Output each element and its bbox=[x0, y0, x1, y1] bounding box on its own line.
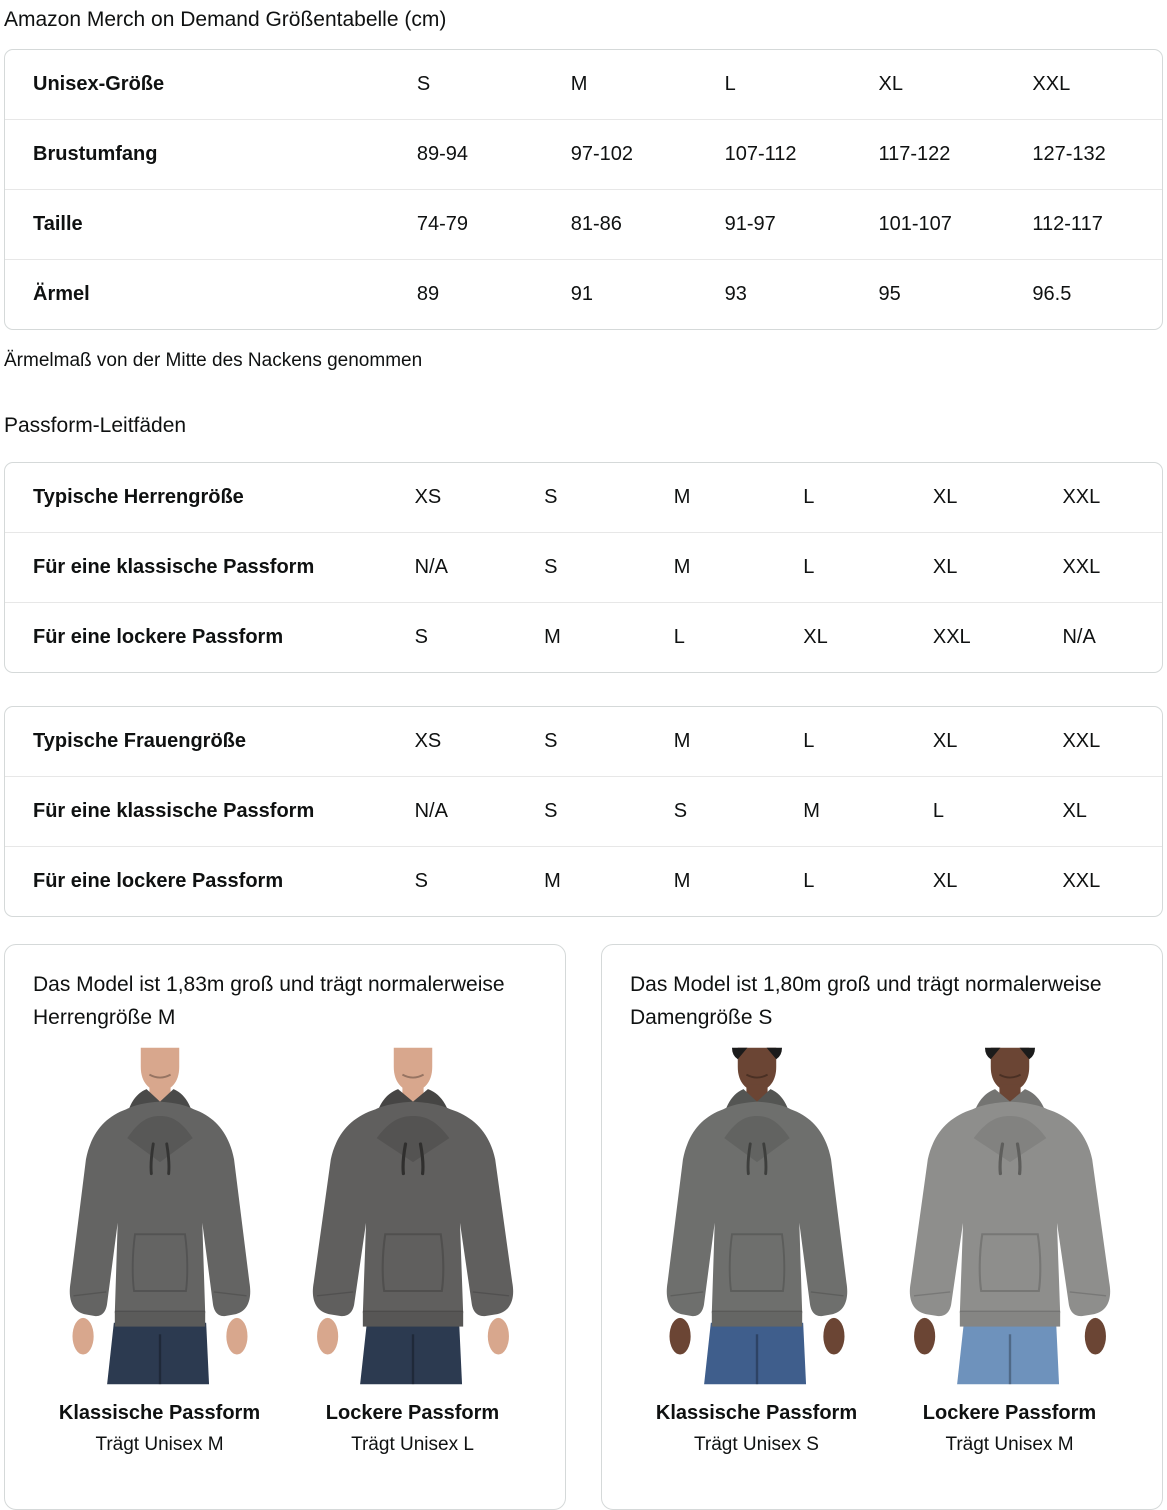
table-cell: N/A bbox=[1062, 602, 1162, 672]
table-cell: 81-86 bbox=[571, 189, 725, 259]
table-cell: XL bbox=[932, 486, 958, 509]
table-cell: XXL bbox=[1062, 846, 1162, 916]
table-cell: S bbox=[674, 776, 804, 846]
figure-size-label: Trägt Unisex S bbox=[694, 1434, 819, 1456]
figure-loose-fit bbox=[286, 1040, 539, 1456]
mens-fit-table bbox=[4, 462, 1163, 673]
womens-fit-table bbox=[4, 706, 1163, 917]
row-label: Typische Herrengröße bbox=[33, 486, 244, 509]
table-cell: S bbox=[415, 846, 545, 916]
table-row bbox=[5, 189, 1162, 259]
column-header: L bbox=[724, 73, 736, 96]
table-cell: 117-122 bbox=[879, 119, 1033, 189]
row-label: Für eine klassische Passform bbox=[5, 776, 415, 846]
table-cell: 101-107 bbox=[879, 189, 1033, 259]
table-header-row bbox=[5, 50, 1162, 119]
table-cell: 112-117 bbox=[1032, 189, 1162, 259]
unisex-size-table bbox=[4, 49, 1163, 330]
row-label: Unisex-Größe bbox=[33, 73, 165, 96]
table-cell: 97-102 bbox=[571, 119, 725, 189]
table-cell: XL bbox=[932, 730, 958, 753]
row-label: Für eine klassische Passform bbox=[5, 532, 415, 602]
table-cell: XL bbox=[933, 532, 1063, 602]
table-cell: 91-97 bbox=[725, 189, 879, 259]
row-label: Taille bbox=[5, 189, 417, 259]
table-cell: M bbox=[674, 532, 804, 602]
table-cell: L bbox=[933, 776, 1063, 846]
sleeve-measure-note: Ärmelmaß von der Mitte des Nackens genommen bbox=[4, 350, 423, 372]
table-row bbox=[5, 259, 1162, 329]
column-header: XL bbox=[878, 73, 903, 96]
row-label: Für eine lockere Passform bbox=[5, 846, 415, 916]
table-cell: M bbox=[544, 602, 674, 672]
model-caption: Das Model ist 1,83m groß und trägt normalerweise Herrengröße M bbox=[33, 973, 505, 1029]
table-cell: 91 bbox=[571, 259, 725, 329]
table-cell: 74-79 bbox=[417, 189, 571, 259]
column-header: XXL bbox=[1032, 73, 1071, 96]
table-cell: S bbox=[544, 730, 558, 753]
table-cell: 95 bbox=[879, 259, 1033, 329]
model-photo-loose bbox=[885, 1040, 1135, 1392]
row-label: Ärmel bbox=[5, 259, 417, 329]
row-label: Für eine lockere Passform bbox=[5, 602, 415, 672]
table-cell: XS bbox=[414, 730, 442, 753]
table-cell: 96.5 bbox=[1032, 259, 1162, 329]
table-cell: L bbox=[674, 602, 804, 672]
table-cell: L bbox=[803, 846, 933, 916]
table-cell: M bbox=[673, 486, 691, 509]
table-cell: XXL bbox=[933, 602, 1063, 672]
table-row bbox=[5, 776, 1162, 846]
table-cell: XXL bbox=[1062, 486, 1101, 509]
figure-fit-label: Lockere Passform bbox=[325, 1402, 500, 1425]
table-cell: M bbox=[544, 846, 674, 916]
table-cell: 127-132 bbox=[1032, 119, 1162, 189]
table-cell: XL bbox=[1062, 776, 1162, 846]
table-cell: XL bbox=[933, 846, 1063, 916]
model-photo-loose bbox=[288, 1040, 538, 1392]
table-cell: M bbox=[673, 730, 691, 753]
table-cell: XS bbox=[414, 486, 442, 509]
table-cell: XXL bbox=[1062, 532, 1162, 602]
table-row bbox=[5, 707, 1162, 776]
table-row bbox=[5, 602, 1162, 672]
figure-size-label: Trägt Unisex M bbox=[95, 1434, 224, 1456]
table-cell: L bbox=[803, 486, 815, 509]
table-cell: 107-112 bbox=[725, 119, 879, 189]
table-cell: S bbox=[544, 486, 558, 509]
figure-fit-label: Klassische Passform bbox=[58, 1402, 261, 1425]
figure-classic-fit bbox=[630, 1040, 883, 1456]
table-cell: N/A bbox=[415, 532, 545, 602]
row-label: Brustumfang bbox=[5, 119, 417, 189]
figure-classic-fit bbox=[33, 1040, 286, 1456]
table-cell: L bbox=[803, 532, 933, 602]
figure-fit-label: Klassische Passform bbox=[655, 1402, 858, 1425]
table-cell: L bbox=[803, 730, 815, 753]
figure-size-label: Trägt Unisex L bbox=[351, 1434, 474, 1456]
model-caption: Das Model ist 1,80m groß und trägt normalerweise Damengröße S bbox=[630, 973, 1102, 1029]
figure-fit-label: Lockere Passform bbox=[922, 1402, 1097, 1425]
page-title: Amazon Merch on Demand Größentabelle (cm) bbox=[4, 8, 447, 31]
table-cell: M bbox=[674, 846, 804, 916]
table-row bbox=[5, 846, 1162, 916]
table-row bbox=[5, 463, 1162, 532]
table-cell: M bbox=[803, 776, 933, 846]
table-cell: XXL bbox=[1062, 730, 1101, 753]
row-label: Typische Frauengröße bbox=[33, 730, 247, 753]
table-cell: 89 bbox=[417, 259, 571, 329]
table-cell: S bbox=[544, 776, 674, 846]
model-photo-classic bbox=[35, 1040, 285, 1392]
column-header: M bbox=[570, 73, 588, 96]
figure-size-label: Trägt Unisex M bbox=[945, 1434, 1074, 1456]
womens-model-card bbox=[601, 944, 1163, 1510]
table-cell: S bbox=[415, 602, 545, 672]
column-header: S bbox=[416, 73, 431, 96]
figure-loose-fit bbox=[883, 1040, 1136, 1456]
fit-guides-heading: Passform-Leitfäden bbox=[4, 414, 187, 438]
table-cell: N/A bbox=[415, 776, 545, 846]
table-cell: 89-94 bbox=[417, 119, 571, 189]
mens-model-card bbox=[4, 944, 566, 1510]
model-photo-classic bbox=[632, 1040, 882, 1392]
table-cell: 93 bbox=[725, 259, 879, 329]
table-row bbox=[5, 119, 1162, 189]
table-cell: S bbox=[544, 532, 674, 602]
table-row bbox=[5, 532, 1162, 602]
table-cell: XL bbox=[803, 602, 933, 672]
